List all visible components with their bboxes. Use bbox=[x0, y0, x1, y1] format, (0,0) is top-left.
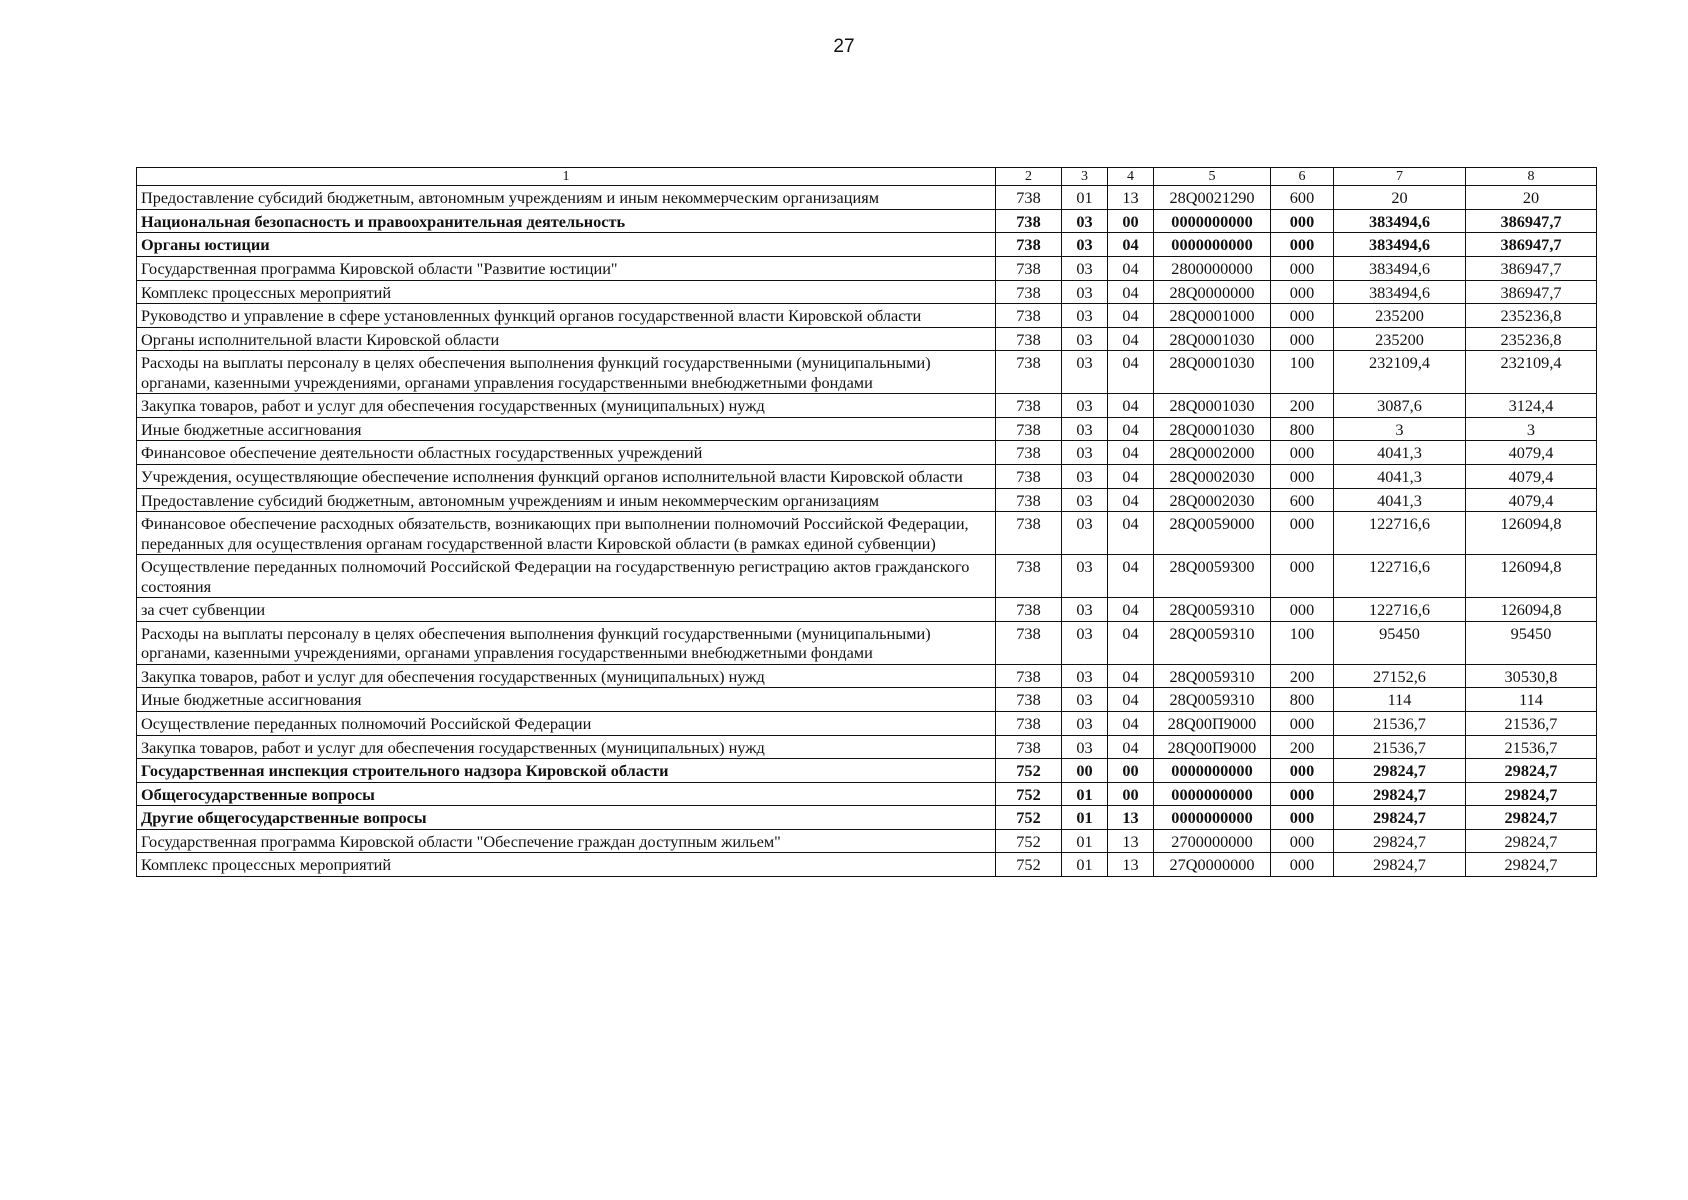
subsection-cell: 13 bbox=[1108, 829, 1154, 853]
amount-col8-cell: 4079,4 bbox=[1466, 488, 1597, 512]
amount-col7-cell: 383494,6 bbox=[1334, 233, 1466, 257]
target-article-cell: 28Q0021290 bbox=[1154, 186, 1271, 210]
budget-table-body bbox=[137, 168, 1597, 877]
target-article-cell: 0000000000 bbox=[1154, 782, 1271, 806]
name-cell: Финансовое обеспечение деятельности областных государственных учреждений bbox=[137, 441, 996, 465]
ministry-code-cell: 738 bbox=[996, 394, 1062, 418]
section-cell: 03 bbox=[1062, 417, 1108, 441]
ministry-code-cell: 752 bbox=[996, 806, 1062, 830]
amount-col8-cell: 29824,7 bbox=[1466, 853, 1597, 877]
ministry-code-cell: 738 bbox=[996, 711, 1062, 735]
name-cell: Государственная инспекция строительного надзора Кировской области bbox=[137, 759, 996, 783]
section-cell: 03 bbox=[1062, 735, 1108, 759]
expense-type-cell: 000 bbox=[1271, 209, 1334, 233]
target-article-cell: 0000000000 bbox=[1154, 806, 1271, 830]
header-cell-6: 6 bbox=[1271, 168, 1334, 186]
table-row bbox=[137, 621, 1597, 664]
section-cell: 03 bbox=[1062, 621, 1108, 664]
name-cell: Другие общегосударственные вопросы bbox=[137, 806, 996, 830]
amount-col7-cell: 20 bbox=[1334, 186, 1466, 210]
name-cell: Осуществление переданных полномочий Российской Федерации bbox=[137, 711, 996, 735]
section-cell: 01 bbox=[1062, 806, 1108, 830]
name-cell: Иные бюджетные ассигнования bbox=[137, 688, 996, 712]
expense-type-cell: 000 bbox=[1271, 759, 1334, 783]
page-number: 27 bbox=[833, 36, 855, 57]
table-row bbox=[137, 280, 1597, 304]
table-row bbox=[137, 688, 1597, 712]
name-cell: Комплекс процессных мероприятий bbox=[137, 280, 996, 304]
amount-col7-cell: 4041,3 bbox=[1334, 441, 1466, 465]
target-article-cell: 2700000000 bbox=[1154, 829, 1271, 853]
amount-col8-cell: 126094,8 bbox=[1466, 555, 1597, 598]
name-cell: Закупка товаров, работ и услуг для обеспечения государственных (муниципальных) нужд bbox=[137, 735, 996, 759]
ministry-code-cell: 738 bbox=[996, 688, 1062, 712]
table-row bbox=[137, 186, 1597, 210]
amount-col7-cell: 122716,6 bbox=[1334, 555, 1466, 598]
amount-col8-cell: 235236,8 bbox=[1466, 327, 1597, 351]
name-cell: Учреждения, осуществляющие обеспечение исполнения функций органов исполнительной власти Кировской области bbox=[137, 464, 996, 488]
header-cell-4: 4 bbox=[1108, 168, 1154, 186]
table-row bbox=[137, 829, 1597, 853]
expense-type-cell: 000 bbox=[1271, 806, 1334, 830]
amount-col8-cell: 386947,7 bbox=[1466, 257, 1597, 281]
table-row bbox=[137, 257, 1597, 281]
section-cell: 03 bbox=[1062, 351, 1108, 394]
amount-col8-cell: 21536,7 bbox=[1466, 711, 1597, 735]
subsection-cell: 04 bbox=[1108, 257, 1154, 281]
table-row bbox=[137, 735, 1597, 759]
amount-col7-cell: 29824,7 bbox=[1334, 782, 1466, 806]
name-cell: Расходы на выплаты персоналу в целях обеспечения выполнения функций государственными (муниципальными) органами, казенными учреждениями, органами управления государственными внебюджетными фондами bbox=[137, 621, 996, 664]
amount-col8-cell: 20 bbox=[1466, 186, 1597, 210]
table-row bbox=[137, 488, 1597, 512]
subsection-cell: 04 bbox=[1108, 304, 1154, 328]
ministry-code-cell: 738 bbox=[996, 512, 1062, 555]
target-article-cell: 28Q0002000 bbox=[1154, 441, 1271, 465]
name-cell: Общегосударственные вопросы bbox=[137, 782, 996, 806]
expense-type-cell: 000 bbox=[1271, 829, 1334, 853]
section-cell: 03 bbox=[1062, 280, 1108, 304]
table-row bbox=[137, 351, 1597, 394]
ministry-code-cell: 738 bbox=[996, 488, 1062, 512]
table-row bbox=[137, 711, 1597, 735]
name-cell: Государственная программа Кировской области "Развитие юстиции" bbox=[137, 257, 996, 281]
subsection-cell: 04 bbox=[1108, 664, 1154, 688]
target-article-cell: 28Q0059000 bbox=[1154, 512, 1271, 555]
table-row bbox=[137, 417, 1597, 441]
amount-col8-cell: 29824,7 bbox=[1466, 782, 1597, 806]
amount-col8-cell: 235236,8 bbox=[1466, 304, 1597, 328]
section-cell: 00 bbox=[1062, 759, 1108, 783]
ministry-code-cell: 738 bbox=[996, 464, 1062, 488]
header-cell-1: 1 bbox=[137, 168, 996, 186]
amount-col8-cell: 114 bbox=[1466, 688, 1597, 712]
subsection-cell: 04 bbox=[1108, 488, 1154, 512]
subsection-cell: 13 bbox=[1108, 186, 1154, 210]
section-cell: 03 bbox=[1062, 394, 1108, 418]
table-row bbox=[137, 441, 1597, 465]
table-row bbox=[137, 394, 1597, 418]
target-article-cell: 2800000000 bbox=[1154, 257, 1271, 281]
amount-col7-cell: 383494,6 bbox=[1334, 257, 1466, 281]
amount-col8-cell: 4079,4 bbox=[1466, 441, 1597, 465]
section-cell: 03 bbox=[1062, 257, 1108, 281]
table-row bbox=[137, 806, 1597, 830]
subsection-cell: 04 bbox=[1108, 621, 1154, 664]
amount-col7-cell: 232109,4 bbox=[1334, 351, 1466, 394]
target-article-cell: 28Q0059310 bbox=[1154, 598, 1271, 622]
subsection-cell: 00 bbox=[1108, 209, 1154, 233]
amount-col7-cell: 3087,6 bbox=[1334, 394, 1466, 418]
subsection-cell: 13 bbox=[1108, 806, 1154, 830]
target-article-cell: 28Q0001030 bbox=[1154, 327, 1271, 351]
name-cell: Комплекс процессных мероприятий bbox=[137, 853, 996, 877]
subsection-cell: 04 bbox=[1108, 555, 1154, 598]
expense-type-cell: 000 bbox=[1271, 464, 1334, 488]
target-article-cell: 28Q0059310 bbox=[1154, 621, 1271, 664]
amount-col7-cell: 27152,6 bbox=[1334, 664, 1466, 688]
amount-col8-cell: 29824,7 bbox=[1466, 829, 1597, 853]
header-cell-3: 3 bbox=[1062, 168, 1108, 186]
subsection-cell: 04 bbox=[1108, 394, 1154, 418]
amount-col7-cell: 114 bbox=[1334, 688, 1466, 712]
target-article-cell: 28Q0059300 bbox=[1154, 555, 1271, 598]
subsection-cell: 04 bbox=[1108, 441, 1154, 465]
ministry-code-cell: 738 bbox=[996, 441, 1062, 465]
amount-col7-cell: 383494,6 bbox=[1334, 280, 1466, 304]
amount-col8-cell: 95450 bbox=[1466, 621, 1597, 664]
table-row bbox=[137, 464, 1597, 488]
expense-type-cell: 000 bbox=[1271, 512, 1334, 555]
amount-col7-cell: 4041,3 bbox=[1334, 488, 1466, 512]
section-cell: 03 bbox=[1062, 464, 1108, 488]
target-article-cell: 28Q0002030 bbox=[1154, 464, 1271, 488]
ministry-code-cell: 738 bbox=[996, 621, 1062, 664]
name-cell: Органы юстиции bbox=[137, 233, 996, 257]
section-cell: 03 bbox=[1062, 488, 1108, 512]
ministry-code-cell: 738 bbox=[996, 209, 1062, 233]
amount-col8-cell: 126094,8 bbox=[1466, 598, 1597, 622]
budget-table bbox=[136, 167, 1597, 877]
section-cell: 03 bbox=[1062, 327, 1108, 351]
target-article-cell: 28Q0059310 bbox=[1154, 664, 1271, 688]
subsection-cell: 04 bbox=[1108, 280, 1154, 304]
expense-type-cell: 200 bbox=[1271, 394, 1334, 418]
ministry-code-cell: 738 bbox=[996, 555, 1062, 598]
amount-col8-cell: 386947,7 bbox=[1466, 280, 1597, 304]
ministry-code-cell: 738 bbox=[996, 351, 1062, 394]
amount-col7-cell: 4041,3 bbox=[1334, 464, 1466, 488]
target-article-cell: 28Q0000000 bbox=[1154, 280, 1271, 304]
section-cell: 03 bbox=[1062, 598, 1108, 622]
header-cell-5: 5 bbox=[1154, 168, 1271, 186]
table-row bbox=[137, 233, 1597, 257]
amount-col8-cell: 21536,7 bbox=[1466, 735, 1597, 759]
target-article-cell: 0000000000 bbox=[1154, 233, 1271, 257]
section-cell: 03 bbox=[1062, 711, 1108, 735]
section-cell: 03 bbox=[1062, 512, 1108, 555]
ministry-code-cell: 738 bbox=[996, 257, 1062, 281]
subsection-cell: 04 bbox=[1108, 512, 1154, 555]
table-row bbox=[137, 304, 1597, 328]
header-cell-2: 2 bbox=[996, 168, 1062, 186]
subsection-cell: 00 bbox=[1108, 782, 1154, 806]
header-row bbox=[137, 168, 1597, 186]
section-cell: 03 bbox=[1062, 233, 1108, 257]
amount-col7-cell: 95450 bbox=[1334, 621, 1466, 664]
subsection-cell: 04 bbox=[1108, 735, 1154, 759]
subsection-cell: 04 bbox=[1108, 688, 1154, 712]
expense-type-cell: 000 bbox=[1271, 853, 1334, 877]
table-row bbox=[137, 598, 1597, 622]
expense-type-cell: 000 bbox=[1271, 598, 1334, 622]
section-cell: 01 bbox=[1062, 853, 1108, 877]
target-article-cell: 28Q00П9000 bbox=[1154, 711, 1271, 735]
amount-col8-cell: 29824,7 bbox=[1466, 806, 1597, 830]
subsection-cell: 04 bbox=[1108, 233, 1154, 257]
target-article-cell: 27Q0000000 bbox=[1154, 853, 1271, 877]
subsection-cell: 04 bbox=[1108, 327, 1154, 351]
expense-type-cell: 000 bbox=[1271, 782, 1334, 806]
expense-type-cell: 000 bbox=[1271, 555, 1334, 598]
expense-type-cell: 600 bbox=[1271, 186, 1334, 210]
section-cell: 03 bbox=[1062, 209, 1108, 233]
section-cell: 03 bbox=[1062, 688, 1108, 712]
header-cell-7: 7 bbox=[1334, 168, 1466, 186]
amount-col7-cell: 21536,7 bbox=[1334, 735, 1466, 759]
section-cell: 03 bbox=[1062, 555, 1108, 598]
amount-col7-cell: 122716,6 bbox=[1334, 598, 1466, 622]
expense-type-cell: 800 bbox=[1271, 688, 1334, 712]
name-cell: Закупка товаров, работ и услуг для обеспечения государственных (муниципальных) нужд bbox=[137, 664, 996, 688]
table-row bbox=[137, 555, 1597, 598]
subsection-cell: 13 bbox=[1108, 853, 1154, 877]
name-cell: Закупка товаров, работ и услуг для обеспечения государственных (муниципальных) нужд bbox=[137, 394, 996, 418]
table-row bbox=[137, 512, 1597, 555]
subsection-cell: 00 bbox=[1108, 759, 1154, 783]
table-row bbox=[137, 853, 1597, 877]
name-cell: Органы исполнительной власти Кировской области bbox=[137, 327, 996, 351]
name-cell: Расходы на выплаты персоналу в целях обеспечения выполнения функций государственными (муниципальными) органами, казенными учреждениями, органами управления государственными внебюджетными фондами bbox=[137, 351, 996, 394]
amount-col7-cell: 235200 bbox=[1334, 327, 1466, 351]
expense-type-cell: 200 bbox=[1271, 735, 1334, 759]
target-article-cell: 0000000000 bbox=[1154, 209, 1271, 233]
expense-type-cell: 000 bbox=[1271, 280, 1334, 304]
subsection-cell: 04 bbox=[1108, 598, 1154, 622]
ministry-code-cell: 752 bbox=[996, 782, 1062, 806]
amount-col8-cell: 386947,7 bbox=[1466, 209, 1597, 233]
target-article-cell: 28Q0001030 bbox=[1154, 394, 1271, 418]
table-row bbox=[137, 209, 1597, 233]
ministry-code-cell: 738 bbox=[996, 735, 1062, 759]
ministry-code-cell: 738 bbox=[996, 186, 1062, 210]
target-article-cell: 28Q0059310 bbox=[1154, 688, 1271, 712]
header-cell-8: 8 bbox=[1466, 168, 1597, 186]
target-article-cell: 28Q0001030 bbox=[1154, 351, 1271, 394]
table-row bbox=[137, 759, 1597, 783]
expense-type-cell: 000 bbox=[1271, 257, 1334, 281]
name-cell: Осуществление переданных полномочий Российской Федерации на государственную регистрацию актов гражданского состояния bbox=[137, 555, 996, 598]
target-article-cell: 28Q0001030 bbox=[1154, 417, 1271, 441]
subsection-cell: 04 bbox=[1108, 464, 1154, 488]
amount-col8-cell: 29824,7 bbox=[1466, 759, 1597, 783]
section-cell: 01 bbox=[1062, 829, 1108, 853]
ministry-code-cell: 738 bbox=[996, 280, 1062, 304]
name-cell: Государственная программа Кировской области "Обеспечение граждан доступным жильем" bbox=[137, 829, 996, 853]
amount-col7-cell: 29824,7 bbox=[1334, 829, 1466, 853]
name-cell: Национальная безопасность и правоохранительная деятельность bbox=[137, 209, 996, 233]
expense-type-cell: 000 bbox=[1271, 327, 1334, 351]
ministry-code-cell: 738 bbox=[996, 233, 1062, 257]
subsection-cell: 04 bbox=[1108, 711, 1154, 735]
amount-col7-cell: 235200 bbox=[1334, 304, 1466, 328]
amount-col8-cell: 30530,8 bbox=[1466, 664, 1597, 688]
amount-col7-cell: 21536,7 bbox=[1334, 711, 1466, 735]
name-cell: Финансовое обеспечение расходных обязательств, возникающих при выполнении полномочий Российской Федерации, переданных для осуществления органам государственной власти Кировской области (в рамках единой субвенции) bbox=[137, 512, 996, 555]
ministry-code-cell: 738 bbox=[996, 664, 1062, 688]
section-cell: 01 bbox=[1062, 782, 1108, 806]
amount-col7-cell: 29824,7 bbox=[1334, 759, 1466, 783]
subsection-cell: 04 bbox=[1108, 417, 1154, 441]
name-cell: Иные бюджетные ассигнования bbox=[137, 417, 996, 441]
expense-type-cell: 600 bbox=[1271, 488, 1334, 512]
section-cell: 03 bbox=[1062, 664, 1108, 688]
amount-col8-cell: 3 bbox=[1466, 417, 1597, 441]
expense-type-cell: 200 bbox=[1271, 664, 1334, 688]
ministry-code-cell: 738 bbox=[996, 327, 1062, 351]
amount-col7-cell: 29824,7 bbox=[1334, 853, 1466, 877]
target-article-cell: 0000000000 bbox=[1154, 759, 1271, 783]
amount-col8-cell: 4079,4 bbox=[1466, 464, 1597, 488]
ministry-code-cell: 738 bbox=[996, 304, 1062, 328]
section-cell: 01 bbox=[1062, 186, 1108, 210]
table-row bbox=[137, 664, 1597, 688]
ministry-code-cell: 752 bbox=[996, 853, 1062, 877]
amount-col8-cell: 232109,4 bbox=[1466, 351, 1597, 394]
expense-type-cell: 800 bbox=[1271, 417, 1334, 441]
amount-col8-cell: 386947,7 bbox=[1466, 233, 1597, 257]
amount-col7-cell: 122716,6 bbox=[1334, 512, 1466, 555]
expense-type-cell: 000 bbox=[1271, 441, 1334, 465]
amount-col8-cell: 126094,8 bbox=[1466, 512, 1597, 555]
expense-type-cell: 000 bbox=[1271, 233, 1334, 257]
name-cell: за счет субвенции bbox=[137, 598, 996, 622]
target-article-cell: 28Q0001000 bbox=[1154, 304, 1271, 328]
ministry-code-cell: 752 bbox=[996, 829, 1062, 853]
amount-col8-cell: 3124,4 bbox=[1466, 394, 1597, 418]
table-row bbox=[137, 782, 1597, 806]
ministry-code-cell: 752 bbox=[996, 759, 1062, 783]
subsection-cell: 04 bbox=[1108, 351, 1154, 394]
table-row bbox=[137, 327, 1597, 351]
name-cell: Предоставление субсидий бюджетным, автономным учреждениям и иным некоммерческим организациям bbox=[137, 488, 996, 512]
name-cell: Руководство и управление в сфере установленных функций органов государственной власти Кировской области bbox=[137, 304, 996, 328]
expense-type-cell: 000 bbox=[1271, 304, 1334, 328]
section-cell: 03 bbox=[1062, 304, 1108, 328]
ministry-code-cell: 738 bbox=[996, 417, 1062, 441]
expense-type-cell: 000 bbox=[1271, 711, 1334, 735]
target-article-cell: 28Q00П9000 bbox=[1154, 735, 1271, 759]
expense-type-cell: 100 bbox=[1271, 621, 1334, 664]
amount-col7-cell: 29824,7 bbox=[1334, 806, 1466, 830]
amount-col7-cell: 3 bbox=[1334, 417, 1466, 441]
amount-col7-cell: 383494,6 bbox=[1334, 209, 1466, 233]
section-cell: 03 bbox=[1062, 441, 1108, 465]
name-cell: Предоставление субсидий бюджетным, автономным учреждениям и иным некоммерческим организациям bbox=[137, 186, 996, 210]
ministry-code-cell: 738 bbox=[996, 598, 1062, 622]
target-article-cell: 28Q0002030 bbox=[1154, 488, 1271, 512]
expense-type-cell: 100 bbox=[1271, 351, 1334, 394]
